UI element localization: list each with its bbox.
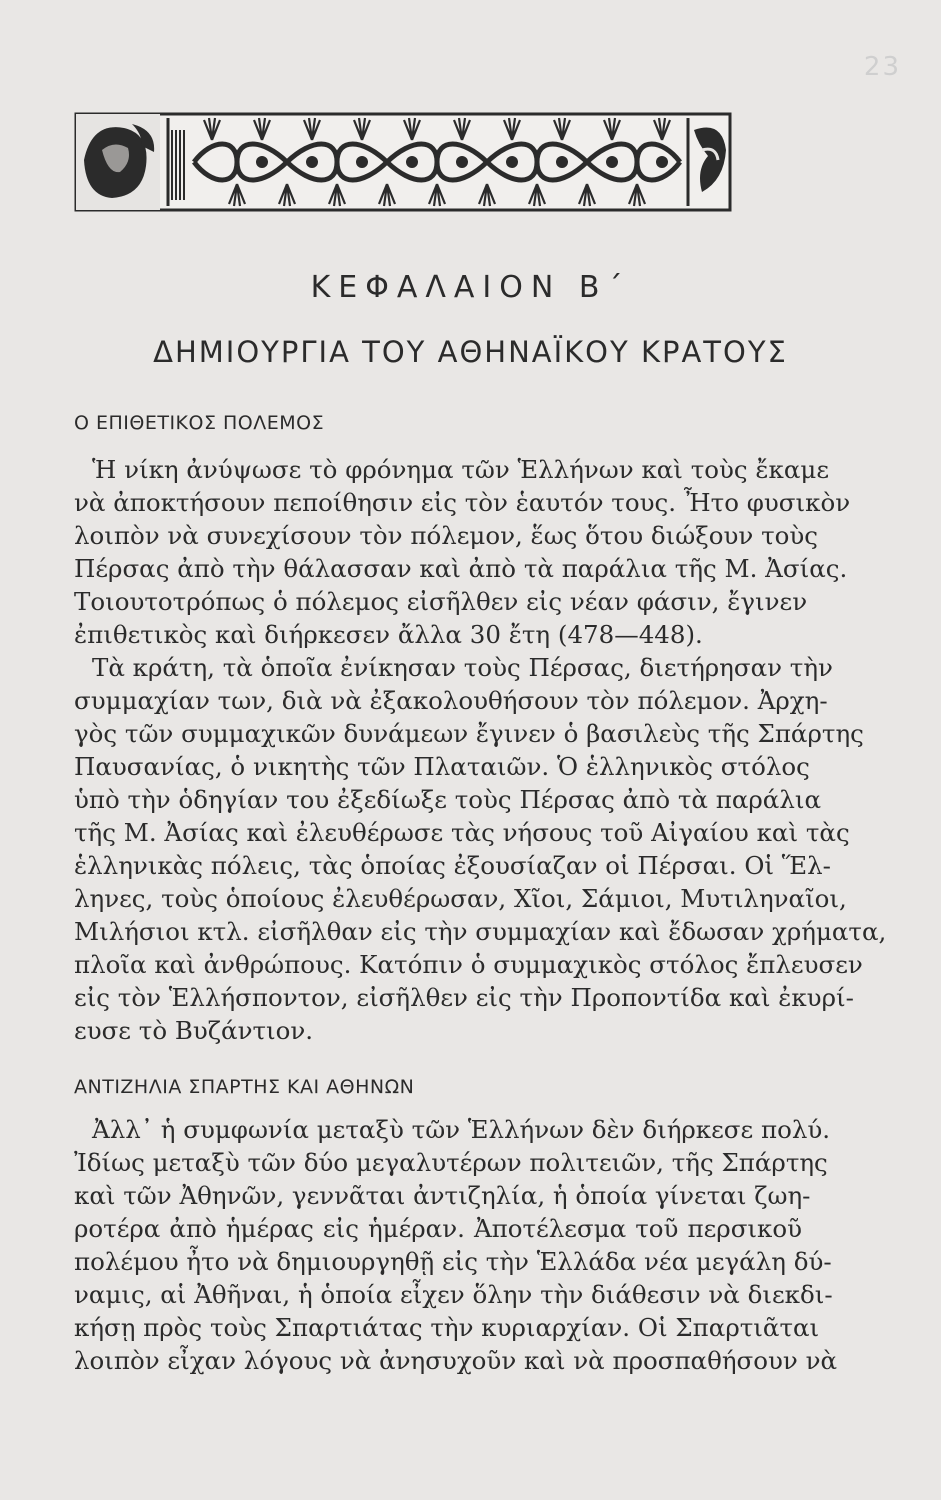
text-line: ροτέρα ἀπὸ ἡμέρας εἰς ἡμέραν. Ἀποτέλεσμα τοῦ περσικοῦ [74, 1214, 802, 1243]
text-line: συμμαχίαν των, διὰ νὰ ἐξακολουθήσουν τὸν πόλεμον. Ἀρχη- [74, 686, 828, 715]
text-line: ἐπιθετικὸς καὶ διήρκεσεν ἄλλα 30 ἔτη (478—448). [74, 620, 703, 649]
text-line: εἰς τὸν Ἑλλήσποντον, εἰσῆλθεν εἰς τὴν Προποντίδα καὶ ἐκυρί- [74, 983, 854, 1012]
text-line: καὶ τῶν Ἀθηνῶν, γεννᾶται ἀντιζηλία, ἡ ὁποία γίνεται ζωη- [74, 1181, 811, 1210]
text-line: πολέμου ἦτο νὰ δημιουργηθῇ εἰς τὴν Ἑλλάδα νέα μεγάλη δύ- [74, 1247, 832, 1276]
text-line: Πέρσας ἀπὸ τὴν θάλασσαν καὶ ἀπὸ τὰ παράλια τῆς Μ. Ἀσίας. [74, 554, 848, 583]
text-line: ἑλληνικὰς πόλεις, τὰς ὁποίας ἐξουσίαζαν οἱ Πέρσαι. Οἱ Ἕλ- [74, 851, 831, 880]
text-line: ὑπὸ τὴν ὁδηγίαν του ἐξεδίωξε τοὺς Πέρσας ἀπὸ τὰ παράλια [74, 785, 822, 814]
page-number: 23 [863, 52, 901, 82]
text-line: λοιπὸν νὰ συνεχίσουν τὸν πόλεμον, ἕως ὅτου διώξουν τοὺς [74, 521, 818, 550]
text-line: ευσε τὸ Βυζάντιον. [74, 1016, 314, 1045]
text-line: πλοῖα καὶ ἀνθρώπους. Κατόπιν ὁ συμμαχικὸς στόλος ἔπλευσεν [74, 950, 863, 979]
text-line: Ἡ νίκη ἀνύψωσε τὸ φρόνημα τῶν Ἑλλήνων καὶ τοὺς ἔκαμε [92, 455, 830, 484]
text-line: Ἀλλ᾿ ἡ συμφωνία μεταξὺ τῶν Ἑλλήνων δὲν διήρκεσε πολύ. [92, 1115, 831, 1144]
text-line: τῆς Μ. Ἀσίας καὶ ἐλευθέρωσε τὰς νήσους τοῦ Αἰγαίου καὶ τὰς [74, 818, 850, 847]
chapter-label: ΚΕΦΑΛΑΙΟΝ Β΄ [310, 270, 631, 305]
section-heading: ΑΝΤΙΖΗΛΙΑ ΣΠΑΡΤΗΣ ΚΑΙ ΑΘΗΝΩΝ [74, 1076, 415, 1098]
text-line: ληνες, τοὺς ὁποίους ἐλευθέρωσαν, Χῖοι, Σάμιοι, Μυτιληναῖοι, [74, 884, 847, 913]
text-line: Ἰδίως μεταξὺ τῶν δύο μεγαλυτέρων πολιτειῶν, τῆς Σπάρτης [74, 1148, 828, 1177]
text-line: λοιπὸν εἶχαν λόγους νὰ ἀνησυχοῦν καὶ νὰ προσπαθήσουν νὰ [74, 1346, 838, 1375]
chapter-title: ΔΗΜΙΟΥΡΓΙΑ ΤΟΥ ΑΘΗΝΑΪΚΟΥ ΚΡΑΤΟΥΣ [153, 335, 788, 369]
text-line: Παυσανίας, ὁ νικητὴς τῶν Πλαταιῶν. Ὁ ἑλληνικὸς στόλος [74, 752, 810, 781]
text-line: Τὰ κράτη, τὰ ὁποῖα ἐνίκησαν τοὺς Πέρσας, διετήρησαν τὴν [92, 653, 833, 682]
left-figure-panel [76, 114, 184, 210]
text-line: ναμις, αἱ Ἀθῆναι, ἡ ὁποία εἶχεν ὅλην τὴν διάθεσιν νὰ διεκδι- [74, 1280, 833, 1309]
text-line: Μιλήσιοι κτλ. εἰσῆλθαν εἰς τὴν συμμαχίαν καὶ ἔδωσαν χρήματα, [74, 917, 887, 946]
greek-ornament-banner [72, 100, 734, 218]
text-line: Τοιουτοτρόπως ὁ πόλεμος εἰσῆλθεν εἰς νέαν φάσιν, ἔγινεν [74, 587, 808, 616]
text-line: κήσῃ πρὸς τοὺς Σπαρτιάτας τὴν κυριαρχίαν. Οἱ Σπαρτιᾶται [74, 1313, 820, 1342]
text-line: γὸς τῶν συμμαχικῶν δυνάμεων ἔγινεν ὁ βασιλεὺς τῆς Σπάρτης [74, 719, 864, 748]
text-line: νὰ ἀποκτήσουν πεποίθησιν εἰς τὸν ἑαυτόν τους. Ἦτο φυσικὸν [74, 488, 851, 517]
section-heading: Ο ΕΠΙΘΕΤΙΚΟΣ ΠΟΛΕΜΟΣ [74, 412, 325, 434]
